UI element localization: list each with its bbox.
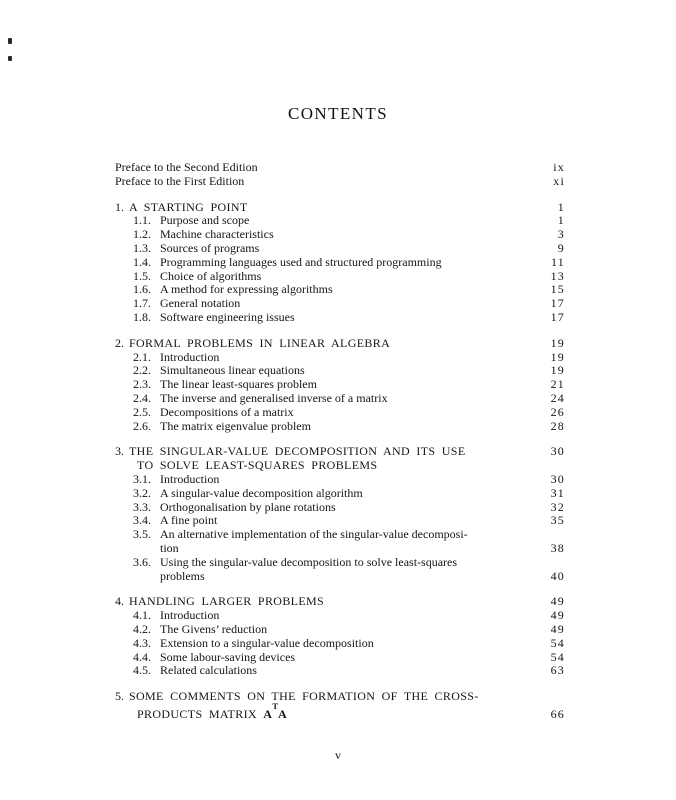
- toc-entry-label: [115, 337, 527, 351]
- toc-entry-number: 2.1.: [133, 349, 151, 364]
- toc-entry-text: Programming languages used and structured programming: [160, 254, 442, 269]
- toc-row: [115, 351, 565, 365]
- toc-entry-page: 40: [550, 568, 565, 583]
- toc-entry-page: 54: [550, 649, 565, 664]
- toc-entry-number: 1.5.: [133, 268, 151, 283]
- toc-entry-label: [115, 392, 527, 406]
- toc-entry-text: Preface to the Second Edition: [115, 160, 258, 174]
- toc-entry-label: [115, 214, 527, 228]
- toc-entry-text: Software engineering issues: [160, 309, 295, 324]
- toc-entry-page: 1: [557, 199, 565, 214]
- toc-entry-text: The matrix eigenvalue problem: [160, 418, 311, 433]
- toc-entry-page: 31: [550, 485, 565, 500]
- toc-entry-page: 17: [550, 296, 565, 311]
- toc-entry-page: 38: [550, 540, 565, 555]
- toc-entry-number: 3.3.: [133, 499, 151, 514]
- toc-entry-page: 15: [550, 282, 565, 297]
- toc-row: [115, 501, 565, 515]
- toc-entry-page: 49: [550, 608, 565, 623]
- toc-entry-label: [115, 445, 527, 459]
- toc-entry-page: 3: [557, 227, 565, 242]
- toc-entry-number: 1.1.: [133, 213, 151, 228]
- toc-entry-label: [115, 595, 527, 609]
- toc-row: [115, 161, 565, 175]
- toc-entry-page: 66: [550, 706, 565, 721]
- toc-row: [115, 256, 565, 270]
- toc-row: [115, 364, 565, 378]
- toc-entry-label: [115, 311, 527, 325]
- toc-row: [115, 556, 565, 570]
- toc-entry-page: 32: [550, 499, 565, 514]
- toc-entry-page: 35: [550, 513, 565, 528]
- toc-entry-text: tion: [160, 540, 179, 555]
- toc-entry-page: 24: [550, 390, 565, 405]
- toc-entry-text: Purpose and scope: [160, 213, 250, 228]
- toc-row: [115, 609, 565, 623]
- toc-entry-label: [115, 556, 527, 570]
- toc-entry-number: 1.4.: [133, 254, 151, 269]
- matrix-symbol-a: A: [263, 706, 273, 721]
- toc-entry-number: 3.4.: [133, 513, 151, 528]
- toc-row: [115, 542, 565, 556]
- toc-entry-label: [115, 420, 527, 434]
- toc-row: [115, 623, 565, 637]
- footer-page-number: v: [335, 748, 341, 762]
- toc-entry-number: 3.: [115, 444, 124, 459]
- page-title: CONTENTS: [288, 104, 388, 123]
- toc-row: [115, 175, 565, 189]
- toc-row: [115, 297, 565, 311]
- toc-entry-page: 30: [550, 444, 565, 459]
- toc-entry-text: A method for expressing algorithms: [160, 282, 333, 297]
- toc-entry-number: 1.3.: [133, 240, 151, 255]
- toc-entry-text: General notation: [160, 296, 241, 311]
- toc-entry-label: [115, 664, 527, 678]
- toc-entry-text: Related calculations: [160, 663, 257, 678]
- toc-entry-page: 63: [550, 663, 565, 678]
- toc-entry-number: 3.5.: [133, 527, 151, 542]
- toc-row: [115, 664, 565, 678]
- toc-entry-page: 26: [550, 404, 565, 419]
- toc-entry-number: 2.6.: [133, 418, 151, 433]
- toc-entry-page: 49: [550, 594, 565, 609]
- toc-entry-label: [115, 378, 527, 392]
- toc-entry-text: The linear least-squares problem: [160, 377, 317, 392]
- toc-entry-label: [115, 201, 527, 215]
- toc-entry-number: 2.4.: [133, 390, 151, 405]
- toc-entry-page: 13: [550, 268, 565, 283]
- toc-entry-page: 1: [557, 213, 565, 228]
- toc-entry-number: 3.2.: [133, 485, 151, 500]
- toc-entry-page: 28: [550, 418, 565, 433]
- toc-entry-number: 2.: [115, 335, 124, 350]
- toc-entry-text: SOME COMMENTS ON THE FORMATION OF THE CROSS-: [129, 689, 479, 704]
- toc-entry-label: [115, 270, 527, 284]
- toc-entry-label: [115, 473, 527, 487]
- toc-entry-label: [115, 637, 527, 651]
- toc-entry-text: Some labour-saving devices: [160, 649, 296, 664]
- toc-entry-text: TO SOLVE LEAST-SQUARES PROBLEMS: [137, 458, 378, 473]
- toc-row: [115, 570, 565, 584]
- toc-entry-label: [115, 570, 527, 584]
- toc-entry-text: Simultaneous linear equations: [160, 363, 305, 378]
- toc-entry-label: [115, 283, 527, 297]
- toc-entry-text: A singular-value decomposition algorithm: [160, 485, 363, 500]
- toc-entry-page: 21: [550, 377, 565, 392]
- toc-entry-text: Using the singular-value decomposition to solve least-squares: [160, 554, 458, 569]
- toc-entry-label: [115, 161, 527, 175]
- toc-chapter-row: [115, 445, 565, 459]
- scan-artifact: [8, 56, 12, 61]
- toc-entry-page: 19: [550, 335, 565, 350]
- toc-entry-text: A fine point: [160, 513, 218, 528]
- toc-entry-label: [115, 700, 527, 722]
- toc-entry-text: Machine characteristics: [160, 227, 274, 242]
- toc-entry-number: 4.4.: [133, 649, 151, 664]
- toc-entry-text: FORMAL PROBLEMS IN LINEAR ALGEBRA: [129, 335, 391, 350]
- toc-entry-number: 4.3.: [133, 635, 151, 650]
- toc-entry-label: [115, 514, 527, 528]
- toc-entry-label: [115, 690, 527, 704]
- toc-entry-text: Orthogonalisation by plane rotations: [160, 499, 336, 514]
- toc-entry-number: 1.2.: [133, 227, 151, 242]
- toc-entry-page: 19: [550, 363, 565, 378]
- toc-entry-label: [115, 364, 527, 378]
- toc-entry-number: 2.3.: [133, 377, 151, 392]
- toc-chapter-row: [115, 700, 565, 722]
- toc-row: [115, 283, 565, 297]
- toc-entry-text: HANDLING LARGER PROBLEMS: [129, 594, 325, 609]
- toc-entry-label: [115, 501, 527, 515]
- toc-row: [115, 487, 565, 501]
- toc-entry-number: 2.5.: [133, 404, 151, 419]
- toc-entry-text: The inverse and generalised inverse of a matrix: [160, 390, 388, 405]
- toc-entry-number: 3.1.: [133, 471, 151, 486]
- toc-entry-number: 1.8.: [133, 309, 151, 324]
- toc-entry-label: [115, 256, 527, 270]
- toc-entry-page: ix: [553, 160, 565, 174]
- toc-chapter-row: [115, 337, 565, 351]
- toc-entry-text: Introduction: [160, 608, 220, 623]
- toc-entry-label: [115, 528, 527, 542]
- toc-entry-label: [115, 459, 527, 473]
- toc-row: [115, 420, 565, 434]
- toc-row: [115, 473, 565, 487]
- toc-row: [115, 270, 565, 284]
- toc-entry-label: [115, 542, 527, 556]
- toc-entry-label: [115, 297, 527, 311]
- toc-entry-number: 1.6.: [133, 282, 151, 297]
- toc-entry-text: Extension to a singular-value decomposition: [160, 635, 374, 650]
- toc-row: [115, 514, 565, 528]
- toc-entry-label: [115, 609, 527, 623]
- toc-row: [115, 378, 565, 392]
- toc-entry-text: Sources of programs: [160, 240, 260, 255]
- toc-entry-label: [115, 651, 527, 665]
- matrix-transpose-superscript: T: [272, 700, 278, 711]
- toc-entry-text: Introduction: [160, 471, 220, 486]
- toc-entry-page: 49: [550, 621, 565, 636]
- toc-entry-page: 19: [550, 349, 565, 364]
- toc-entry-number: 2.2.: [133, 363, 151, 378]
- toc-entry-text: An alternative implementation of the singular-value decomposi-: [160, 527, 468, 542]
- toc-entry-label: [115, 623, 527, 637]
- toc-entry-text: The Givens’ reduction: [160, 621, 268, 636]
- toc-entry-text: problems: [160, 568, 205, 583]
- toc-entry-text: PRODUCTS MATRIX: [137, 706, 264, 721]
- toc-row: [115, 311, 565, 325]
- toc-row: [115, 528, 565, 542]
- scan-artifact: [8, 38, 12, 44]
- toc-entry-page: xi: [553, 173, 565, 188]
- toc-chapter-row: [115, 690, 565, 704]
- toc-entry-number: 4.1.: [133, 608, 151, 623]
- toc-entry-page: 30: [550, 471, 565, 486]
- toc-row: [115, 406, 565, 420]
- toc-entry-text: Preface to the First Edition: [115, 173, 245, 188]
- toc-row: [115, 651, 565, 665]
- toc-entry-page: 17: [550, 309, 565, 324]
- toc-entry-text: Introduction: [160, 349, 220, 364]
- toc-row: [115, 392, 565, 406]
- matrix-symbol-a: A: [278, 706, 288, 721]
- toc-entry-label: [115, 406, 527, 420]
- toc-row: [115, 637, 565, 651]
- toc-entry-text: Decompositions of a matrix: [160, 404, 294, 419]
- toc-entry-number: 4.2.: [133, 621, 151, 636]
- toc-entry-text: A STARTING POINT: [129, 199, 248, 214]
- toc-entry-label: [115, 487, 527, 501]
- toc-entry-page: 9: [557, 240, 565, 255]
- toc-chapter-row: [115, 459, 565, 473]
- toc-list: [115, 161, 565, 722]
- toc-row: [115, 228, 565, 242]
- toc-entry-text: Choice of algorithms: [160, 268, 262, 283]
- toc-entry-page: 11: [551, 254, 565, 269]
- toc-entry-text: THE SINGULAR-VALUE DECOMPOSITION AND ITS USE: [129, 444, 466, 459]
- toc-entry-number: 3.6.: [133, 554, 151, 569]
- toc-entry-page: 54: [550, 635, 565, 650]
- toc-entry-number: 4.5.: [133, 663, 151, 678]
- toc-entry-number: 4.: [115, 594, 124, 609]
- toc-entry-label: [115, 351, 527, 365]
- toc-entry-number: 1.7.: [133, 296, 151, 311]
- toc-chapter-row: [115, 595, 565, 609]
- toc-row: [115, 214, 565, 228]
- toc-entry-number: 1.: [115, 199, 124, 214]
- toc-entry-label: [115, 242, 527, 256]
- toc-row: [115, 242, 565, 256]
- toc-chapter-row: [115, 201, 565, 215]
- toc-entry-number: 5.: [115, 689, 124, 704]
- toc-entry-label: [115, 175, 527, 189]
- toc-entry-label: [115, 228, 527, 242]
